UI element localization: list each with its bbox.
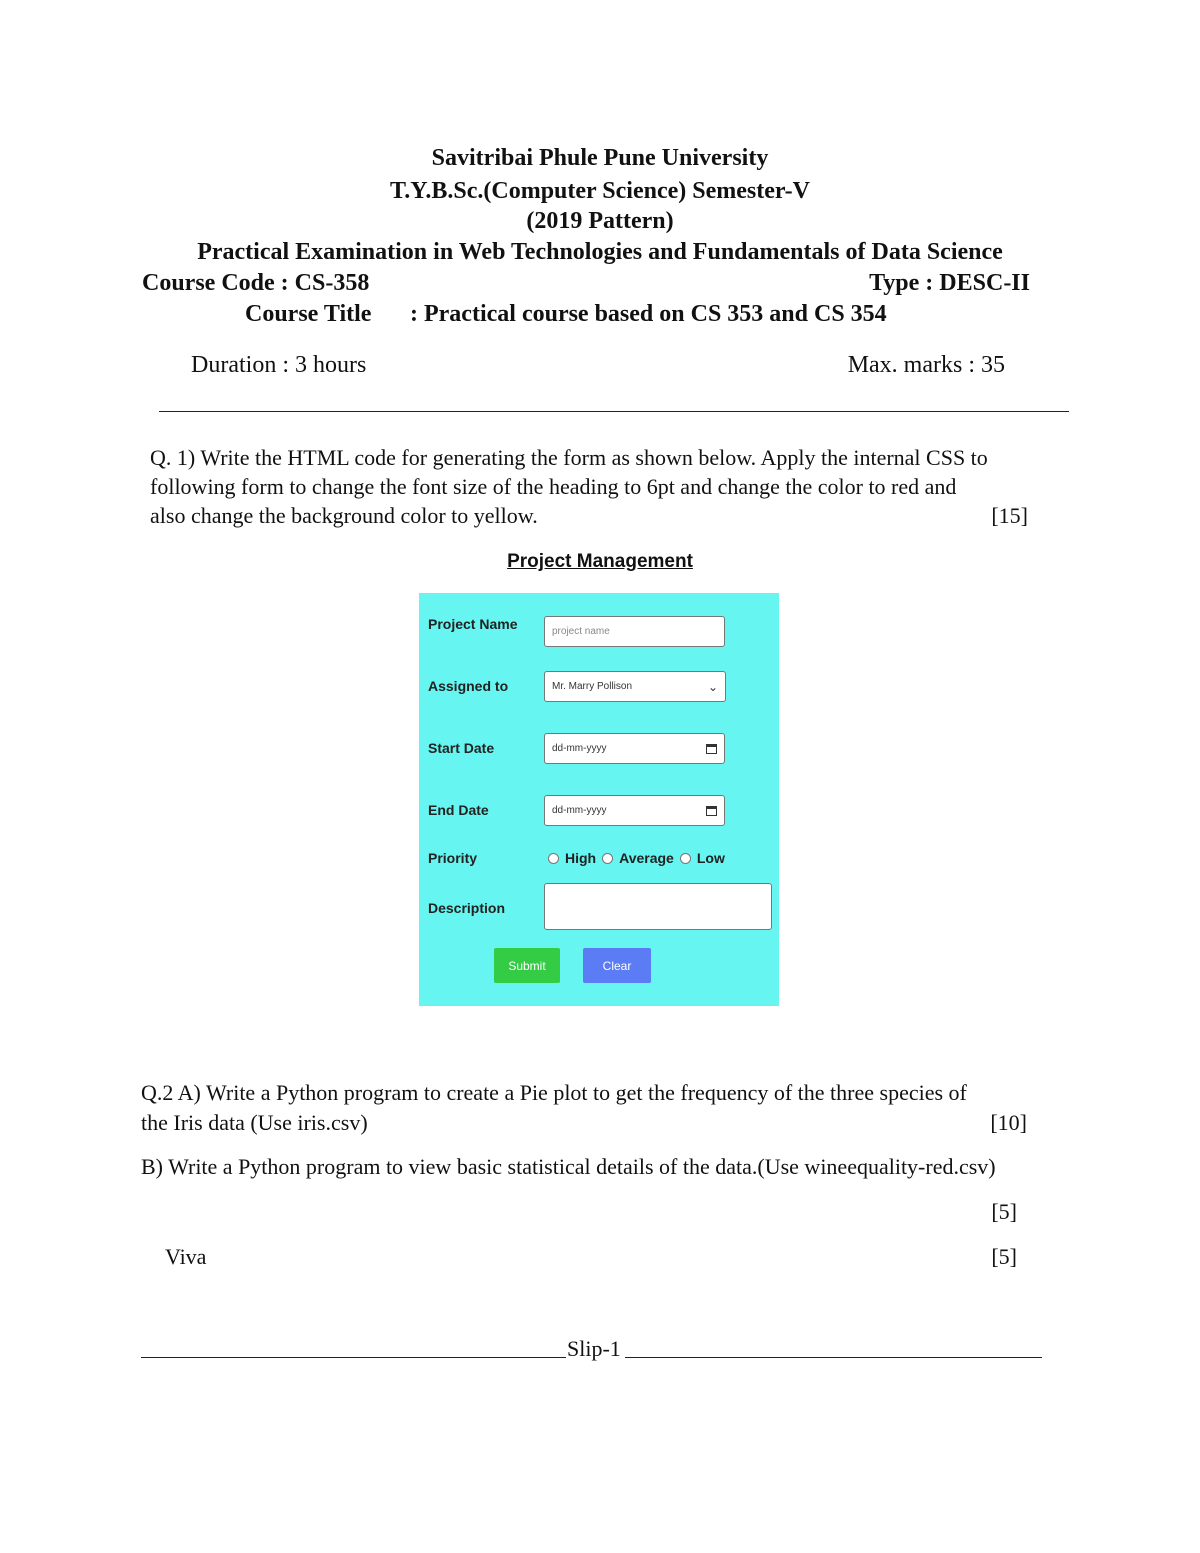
description-textarea[interactable] bbox=[544, 883, 772, 930]
project-name-input[interactable] bbox=[544, 616, 725, 647]
priority-high-label: High bbox=[565, 850, 597, 866]
q2b-marks: [5] bbox=[991, 1199, 1017, 1224]
chevron-down-icon: ⌄ bbox=[707, 679, 718, 694]
description-label: Description bbox=[428, 900, 506, 916]
project-form bbox=[419, 593, 779, 1006]
priority-high-radio[interactable] bbox=[548, 853, 559, 864]
exam-title: Practical Examination in Web Technologies and Fundamentals of Data Science bbox=[197, 239, 1003, 265]
q1-line-3: also change the background color to yellow. bbox=[150, 503, 538, 528]
q2a-line-1: Q.2 A) Write a Python program to create a Pie plot to get the frequency of the three species of bbox=[141, 1080, 967, 1105]
q1-line-1: Q. 1) Write the HTML code for generating the form as shown below. Apply the internal CSS to bbox=[150, 445, 988, 470]
start-date-input[interactable] bbox=[544, 733, 725, 764]
priority-low-label: Low bbox=[696, 850, 725, 866]
form-title: Project Management bbox=[507, 551, 693, 572]
viva-marks: [5] bbox=[991, 1244, 1017, 1269]
course-title-label: Course Title bbox=[245, 301, 372, 327]
assigned-to-value: Mr. Marry Pollison bbox=[552, 681, 633, 692]
university-name: Savitribai Phule Pune University bbox=[431, 145, 769, 171]
q2a-line-2: the Iris data (Use iris.csv) bbox=[141, 1110, 368, 1135]
q2a-marks: [10] bbox=[990, 1110, 1027, 1135]
clear-button[interactable]: Clear bbox=[583, 948, 651, 983]
header-divider bbox=[159, 411, 1069, 412]
calendar-icon[interactable] bbox=[706, 744, 717, 754]
assigned-to-select[interactable] bbox=[544, 671, 726, 702]
q1-line-2: following form to change the font size of the heading to 6pt and change the color to red and bbox=[150, 474, 957, 499]
calendar-icon[interactable] bbox=[706, 806, 717, 816]
start-date-label: Start Date bbox=[428, 740, 495, 756]
submit-button[interactable]: Submit bbox=[494, 948, 560, 983]
project-name-placeholder: project name bbox=[552, 626, 610, 637]
end-date-placeholder: dd-mm-yyyy bbox=[552, 805, 607, 816]
footer-rule-left bbox=[141, 1357, 566, 1358]
max-marks: Max. marks : 35 bbox=[847, 352, 1005, 378]
priority-low-radio[interactable] bbox=[680, 853, 691, 864]
assigned-to-label: Assigned to bbox=[428, 678, 509, 694]
priority-label: Priority bbox=[428, 850, 478, 866]
priority-average-label: Average bbox=[619, 850, 674, 866]
q1-marks: [15] bbox=[991, 503, 1028, 528]
end-date-input[interactable] bbox=[544, 795, 725, 826]
course-title-value: : Practical course based on CS 353 and CS 354 bbox=[410, 301, 887, 327]
viva-label: Viva bbox=[165, 1244, 207, 1269]
duration: Duration : 3 hours bbox=[191, 352, 367, 378]
course-code: Course Code : CS-358 bbox=[142, 270, 370, 296]
class-semester: T.Y.B.Sc.(Computer Science) Semester-V bbox=[390, 178, 810, 204]
course-type: Type : DESC-II bbox=[869, 270, 1030, 296]
end-date-label: End Date bbox=[428, 802, 489, 818]
pattern: (2019 Pattern) bbox=[526, 208, 674, 234]
q2b-line: B) Write a Python program to view basic statistical details of the data.(Use wineequality-red.csv) bbox=[141, 1154, 996, 1179]
slip-number: Slip-1 bbox=[567, 1336, 621, 1361]
project-name-label: Project Name bbox=[428, 616, 518, 632]
priority-radio-group bbox=[548, 850, 731, 866]
start-date-placeholder: dd-mm-yyyy bbox=[552, 743, 607, 754]
priority-average-radio[interactable] bbox=[602, 853, 613, 864]
footer-rule-right bbox=[625, 1357, 1042, 1358]
